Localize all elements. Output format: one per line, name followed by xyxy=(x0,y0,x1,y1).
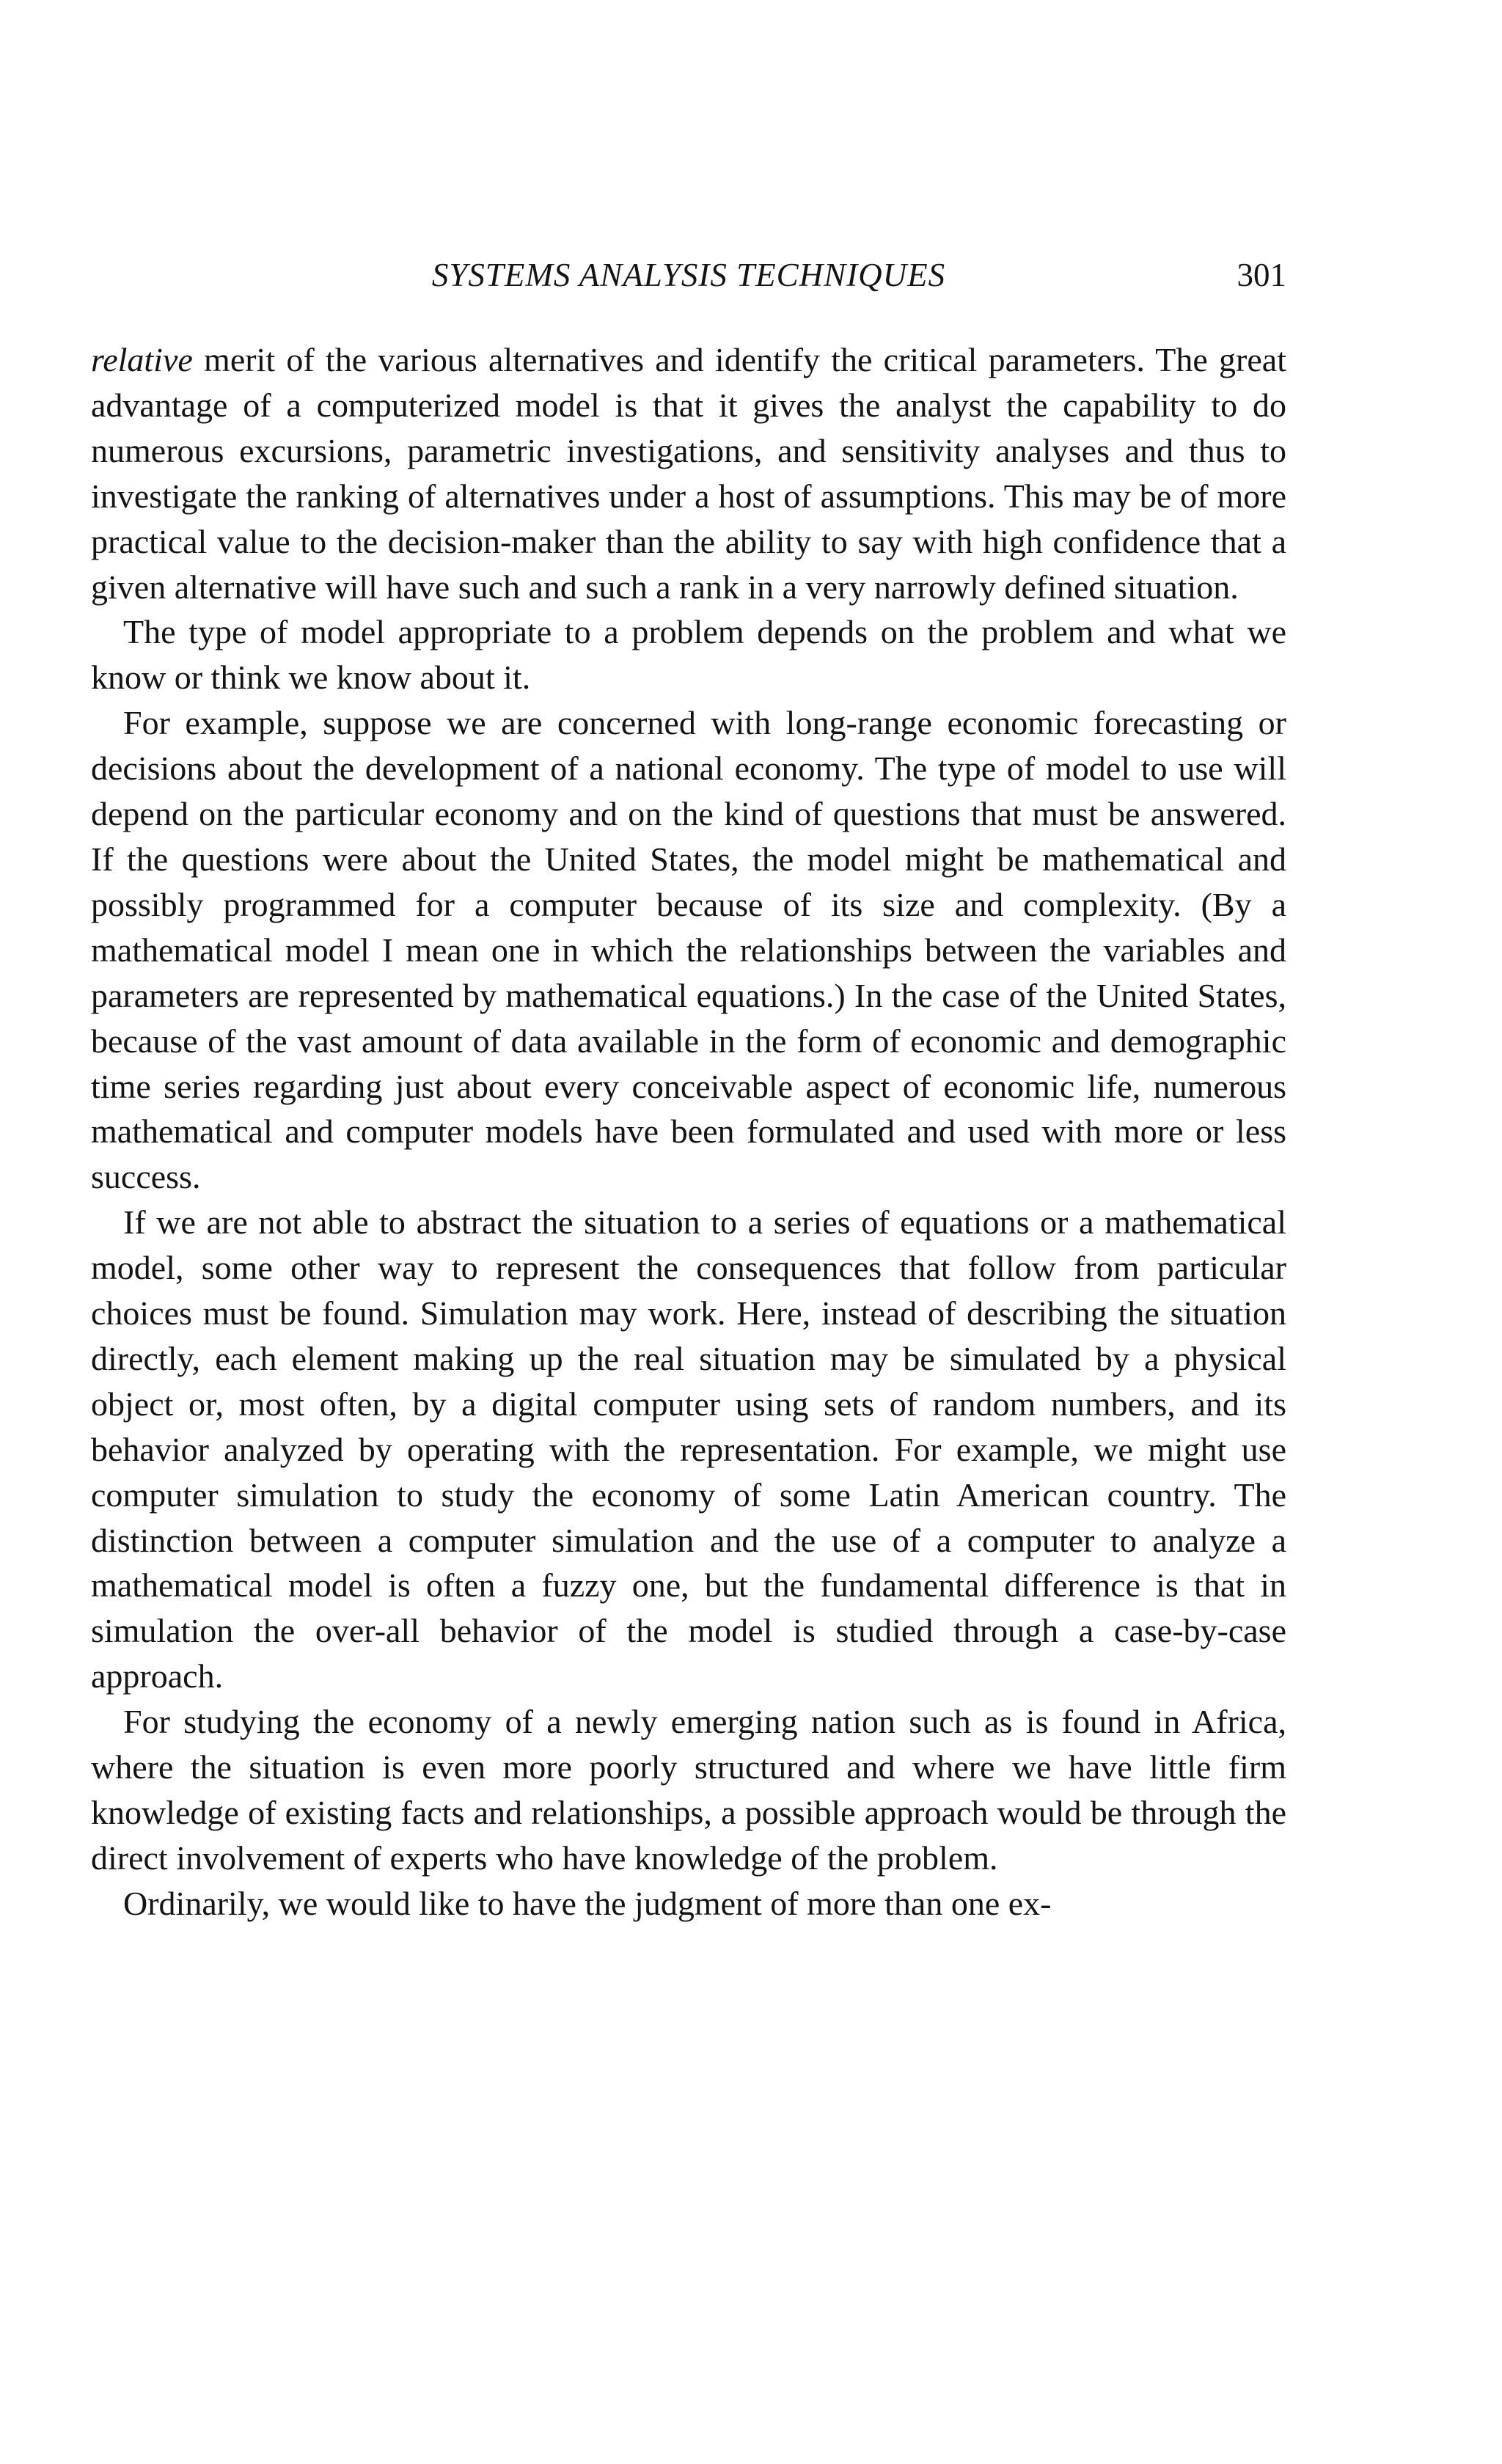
paragraph-3: For example, suppose we are concerned with long-range economic forecasting or decisions about the development of a national economy. The type of model to use will depend on the particular economy and on the kind of questions that must be answered. If the questions were about the United States, the model might be mathematical and possibly programmed for a computer because of its size and complexity. (By a mathematical model I mean one in which the relationships between the variables and parameters are represented by mathematical equations.) In the case of the United States, because of the vast amount of data available in the form of economic and demographic time series regarding just about every conceivable aspect of economic life, numerous mathematical and computer models have been formulated and used with more or less success. xyxy=(91,704,1286,1196)
running-head xyxy=(91,249,1286,301)
paragraph-6: Ordinarily, we would like to have the judgment of more than one ex- xyxy=(123,1884,1052,1922)
paragraph-1 xyxy=(91,337,1286,609)
paragraph-2: The type of model appropriate to a problem depends on the problem and what we know or think we know about it. xyxy=(91,613,1286,697)
paragraph-4: If we are not able to abstract the situation to a series of equations or a mathematical model, some other way to represent the consequences that follow from particular choices must be found. Simulation may work. Here, instead of describing the situation directly, each element making up the real situation may be simulated by a physical object or, most often, by a digital computer using sets of random numbers, and its behavior analyzed by operating with the representation. For example, we might use computer simulation to study the economy of some Latin American country. The distinction between a computer simulation and the use of a computer to analyze a mathematical model is often a fuzzy one, but the fundamental difference is that in simulation the over-all behavior of the model is studied through a case-by-case approach. xyxy=(91,1203,1286,1695)
paragraph-5: For studying the economy of a newly emerging nation such as is found in Africa, where the situation is even more poorly structured and where we have little firm knowledge of existing facts and relationships, a possible approach would be through the direct involvement of experts who have knowledge of the problem. xyxy=(91,1703,1286,1877)
body-text xyxy=(91,337,1286,1926)
paragraph-1-italic-lead: relative xyxy=(91,341,193,378)
paragraph-1-text: merit of the various alternatives and identify the critical parameters. The great advantage of a computerized model is that it gives the analyst the capability to do numerous excursions, parametric investigations, and sensitivity analyses and thus to investigate the ranking of alternatives under a host of assumptions. This may be of more practical value to the decision-maker than the ability to say with high confidence that a given alternative will have such and such a rank in a very narrowly defined situation. xyxy=(91,341,1286,606)
page-number: 301 xyxy=(1237,257,1286,293)
running-title: SYSTEMS ANALYSIS TECHNIQUES xyxy=(431,257,946,293)
